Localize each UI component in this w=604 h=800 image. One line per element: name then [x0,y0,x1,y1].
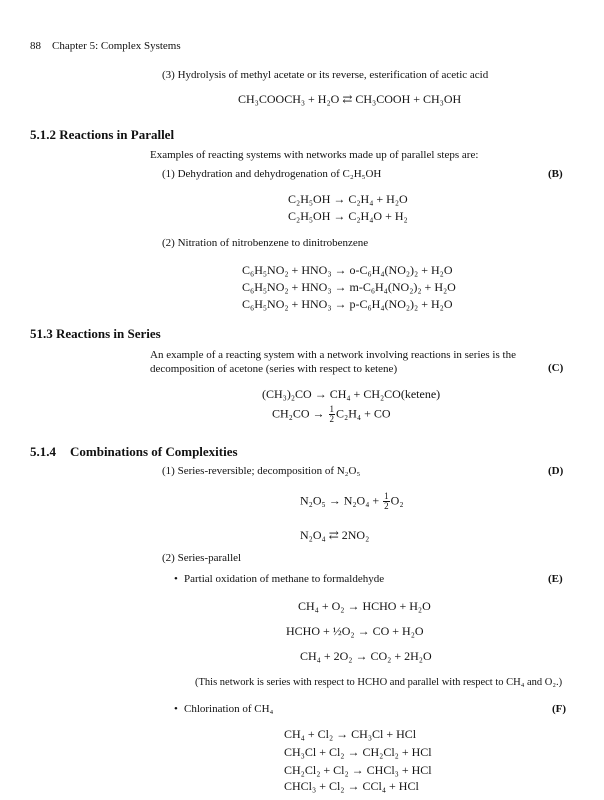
dehydration-equation: C₂H₅OH → C₂H₄ + H₂O [288,192,408,206]
n2o4-equation: N₂O₄ ⇄ 2NO₂ [300,528,370,542]
combination-item-1: (1) Series-reversible; decomposition of N₂O₅ [162,465,361,477]
reaction-tag-e: (E) [548,573,563,585]
series-paragraph: An example of a reacting system with a network involving reactions in series is the decomposition of acetone (series with respect to ketene) [150,349,516,375]
bullet-icon: • [174,573,178,585]
reaction-tag-d: (D) [548,465,564,477]
chlorination-equation-4: CHCl₃ + Cl₂ → CCl₄ + HCl [284,779,419,793]
reaction-tag-b: (B) [548,168,563,180]
n2o5-rhs: O₂ [390,493,404,508]
running-header: Chapter 5: Complex Systems [52,40,181,52]
series-parallel-note: (This network is series with respect to HCHO and parallel with respect to CH₄ and O₂.) [195,677,563,688]
chlorination-equation-1: CH₄ + Cl₂ → CH₃Cl + HCl [284,727,417,741]
section-heading-number-5-1-4: 5.1.4 [30,444,56,459]
section-heading-5-1-3: 51.3 Reactions in Series [30,326,161,341]
ketene-lhs: CH₂CO → [272,406,325,421]
one-half-fraction: $\frac{1}{2}$ [329,404,335,424]
parallel-intro: Examples of reacting systems with networks made up of parallel steps are: [150,149,479,161]
parallel-item-1: (1) Dehydration and dehydrogenation of C₂H₅OH [162,168,382,180]
section-heading-5-1-4: Combinations of Complexities [70,444,238,459]
chlorination-equation-3: CH₂Cl₂ + Cl₂ → CHCl₃ + HCl [284,763,432,777]
one-half-fraction: $\frac{1}{2}$ [384,491,389,511]
n2o5-equation [300,492,404,511]
bullet-icon: • [174,703,178,715]
nitration-para-equation: C₆H₅NO₂ + HNO₃ → p-C₆H₄(NO₂)₂ + H₂O [242,297,453,311]
nitration-meta-equation: C₆H₅NO₂ + HNO₃ → m-C₆H₄(NO₂)₂ + H₂O [242,280,456,294]
ketene-equation [272,405,391,424]
nitration-ortho-equation: C₆H₅NO₂ + HNO₃ → o-C₆H₄(NO₂)₂ + H₂O [242,263,453,277]
hydrolysis-item: (3) Hydrolysis of methyl acetate or its reverse, esterification of acetic acid [162,69,489,81]
page-number: 88 [30,40,41,52]
methane-oxidation-equation-2: HCHO + ½O₂ → CO + H₂O [286,624,424,638]
methane-oxidation-equation-1: CH₄ + O₂ → HCHO + H₂O [298,599,431,613]
chlorination-bullet: Chlorination of CH₄ [184,703,274,715]
section-heading-5-1-2: 5.1.2 Reactions in Parallel [30,127,175,142]
combination-item-2: (2) Series-parallel [162,552,242,564]
ketene-rhs: C₂H₄ + CO [336,406,391,421]
parallel-item-2: (2) Nitration of nitrobenzene to dinitrobenzene [162,237,369,249]
methane-oxidation-equation-3: CH₄ + 2O₂ → CO₂ + 2H₂O [300,649,432,663]
chlorination-equation-2: CH₃Cl + Cl₂ → CH₂Cl₂ + HCl [284,745,432,759]
hydrolysis-equation: CH₃COOCH₃ + H₂O ⇄ CH₃COOH + CH₃OH [238,92,462,106]
n2o5-lhs: N₂O₅ → N₂O₄ + [300,493,380,508]
methane-oxidation-bullet: Partial oxidation of methane to formaldehyde [184,573,385,585]
reaction-tag-f: (F) [552,703,567,715]
dehydrogenation-equation: C₂H₅OH → C₂H₄O + H₂ [288,209,408,223]
acetone-equation: (CH₃)₂CO → CH₄ + CH₂CO(ketene) [262,387,441,401]
reaction-tag-c: (C) [548,362,564,374]
